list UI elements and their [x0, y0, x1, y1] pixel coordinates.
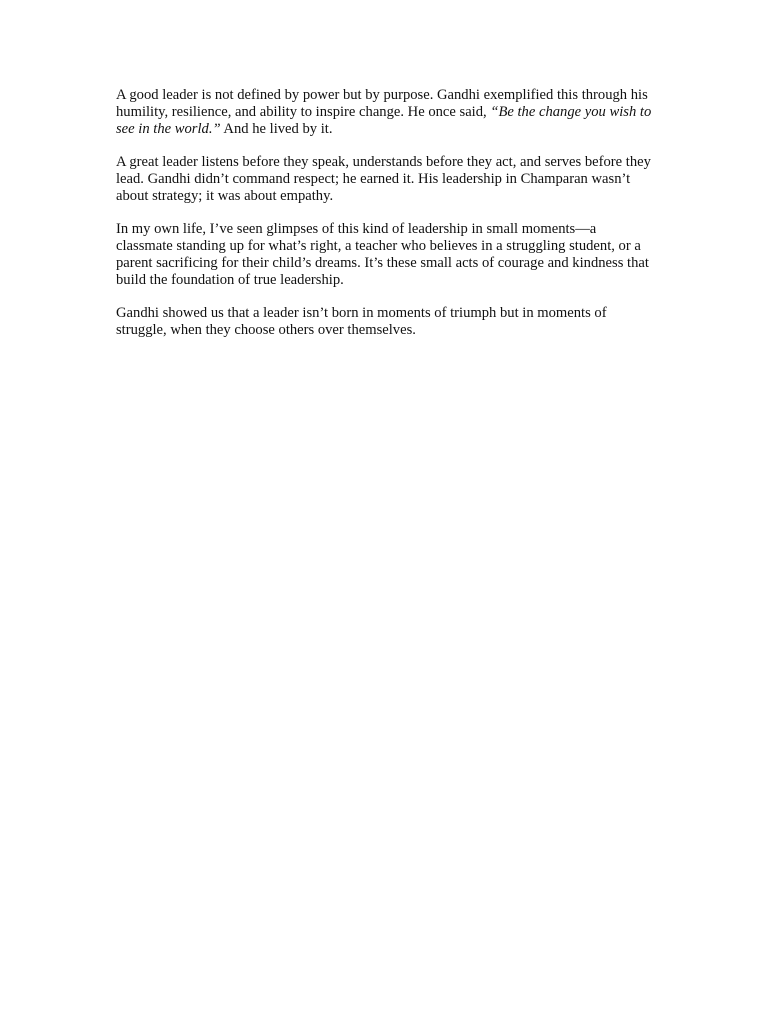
paragraph-text: A great leader listens before they speak, understands before they act, and serves before they lead. Gandhi didn’t command respect; he earned it. His leadership in Champaran wasn’t about strategy; it was about empathy.: [116, 154, 651, 204]
paragraph-listens: [116, 154, 656, 205]
paragraph-own-life: [116, 221, 656, 289]
paragraph-text: Gandhi showed us that a leader isn’t born in moments of triumph but in moments of struggle, when they choose others over themselves.: [116, 305, 607, 338]
gandhi-quote: “Be the change you wish to see in the world.”: [116, 104, 652, 137]
paragraph-purpose: [116, 87, 656, 138]
paragraph-conclusion: [116, 305, 656, 339]
paragraph-text: And he lived by it.: [220, 121, 333, 137]
paragraph-text: A good leader is not defined by power but by purpose. Gandhi exemplified this through his humility, resilience, and ability to inspire change. He once said,: [116, 87, 648, 120]
paragraph-text: In my own life, I’ve seen glimpses of this kind of leadership in small moments—a classmate standing up for what’s right, a teacher who believes in a struggling student, or a parent sacrificing for their child’s dreams. It’s these small acts of courage and kindness that build the foundation of true leadership.: [116, 221, 649, 288]
document-body: [116, 87, 656, 355]
